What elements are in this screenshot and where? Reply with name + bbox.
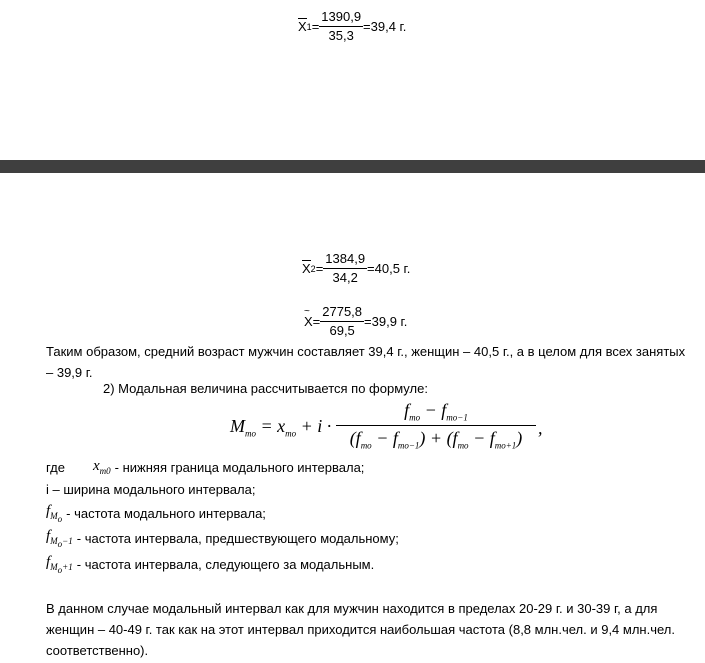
formula-lhs: $M_{mo} = x_{mo} + i$ ·: [230, 416, 332, 439]
fraction: [323, 250, 367, 287]
x-bar-symbol: X: [302, 261, 311, 276]
result: =40,5 г.: [367, 261, 411, 276]
numerator: 2775,8: [320, 303, 364, 322]
x-bar-symbol: X: [298, 19, 307, 34]
fraction: [320, 303, 364, 340]
where-f2-row: [46, 528, 399, 549]
f-symbol: $f_{M_o+1}$: [46, 554, 73, 575]
f3-description: - частота интервала, следующего за модальным.: [76, 556, 375, 572]
where-i-row: [46, 482, 255, 497]
formula-numerator: $f_{mo} - f_{mo-1}$: [336, 400, 536, 426]
mode-formula: [226, 400, 556, 460]
x-tilde-symbol: ~ X: [304, 306, 313, 329]
f1-description: - частота модального интервала;: [66, 505, 266, 521]
where-label: где: [46, 459, 65, 475]
formula-comma: ,: [538, 418, 543, 438]
mean-women-equation: [302, 250, 410, 287]
i-description: i – ширина модального интервала;: [46, 482, 256, 497]
numerator: 1384,9: [323, 250, 367, 269]
mean-men-equation: [298, 8, 406, 45]
f-symbol: $f_{M_o-1}$: [46, 528, 73, 549]
denominator: 34,2: [332, 270, 358, 285]
formula-fraction: [336, 400, 536, 450]
fraction: [319, 8, 363, 45]
conclusion-paragraph: В данном случае модальный интервал как для мужчин находится в пределах 20-29 г. и 30-39 г, а для женщин – 40-49 г. так как на этот интервал приходится наибольшая частота (8,8 млн.чел. и 9,4 млн.чел. соответственно).: [46, 601, 675, 658]
f2-description: - частота интервала, предшествующего модальному;: [76, 530, 399, 546]
formula-denominator: $(f_{mo} - f_{mo-1}) + (f_{mo} - f_{mo+1})$: [349, 427, 523, 451]
subscript: 1: [306, 21, 312, 32]
mode-intro: 2) Модальная величина рассчитывается по формуле:: [103, 381, 428, 396]
subscript: 2: [310, 263, 316, 274]
numerator: 1390,9: [319, 8, 363, 27]
where-f3-row: [46, 554, 374, 575]
where-x-row: [46, 458, 364, 476]
result: =39,4 г.: [363, 19, 407, 34]
where-f1-row: [46, 503, 266, 524]
result: =39,9 г.: [364, 314, 408, 329]
denominator: 35,3: [328, 28, 354, 43]
x-description: - нижняя граница модального интервала;: [114, 459, 365, 475]
equals-sign: =: [311, 19, 320, 34]
summary-paragraph: Таким образом, средний возраст мужчин составляет 39,4 г., женщин – 40,5 г., а в целом для всех занятых – 39,9 г.: [46, 344, 686, 380]
mean-total-equation: [304, 303, 407, 340]
equals-sign: =: [315, 261, 324, 276]
denominator: 69,5: [329, 323, 355, 338]
equals-sign: =: [312, 314, 321, 329]
f-symbol: $f_{M_o}$: [46, 503, 63, 524]
x-symbol: $x_{m0}$: [92, 458, 111, 476]
page-separator: [0, 160, 705, 173]
